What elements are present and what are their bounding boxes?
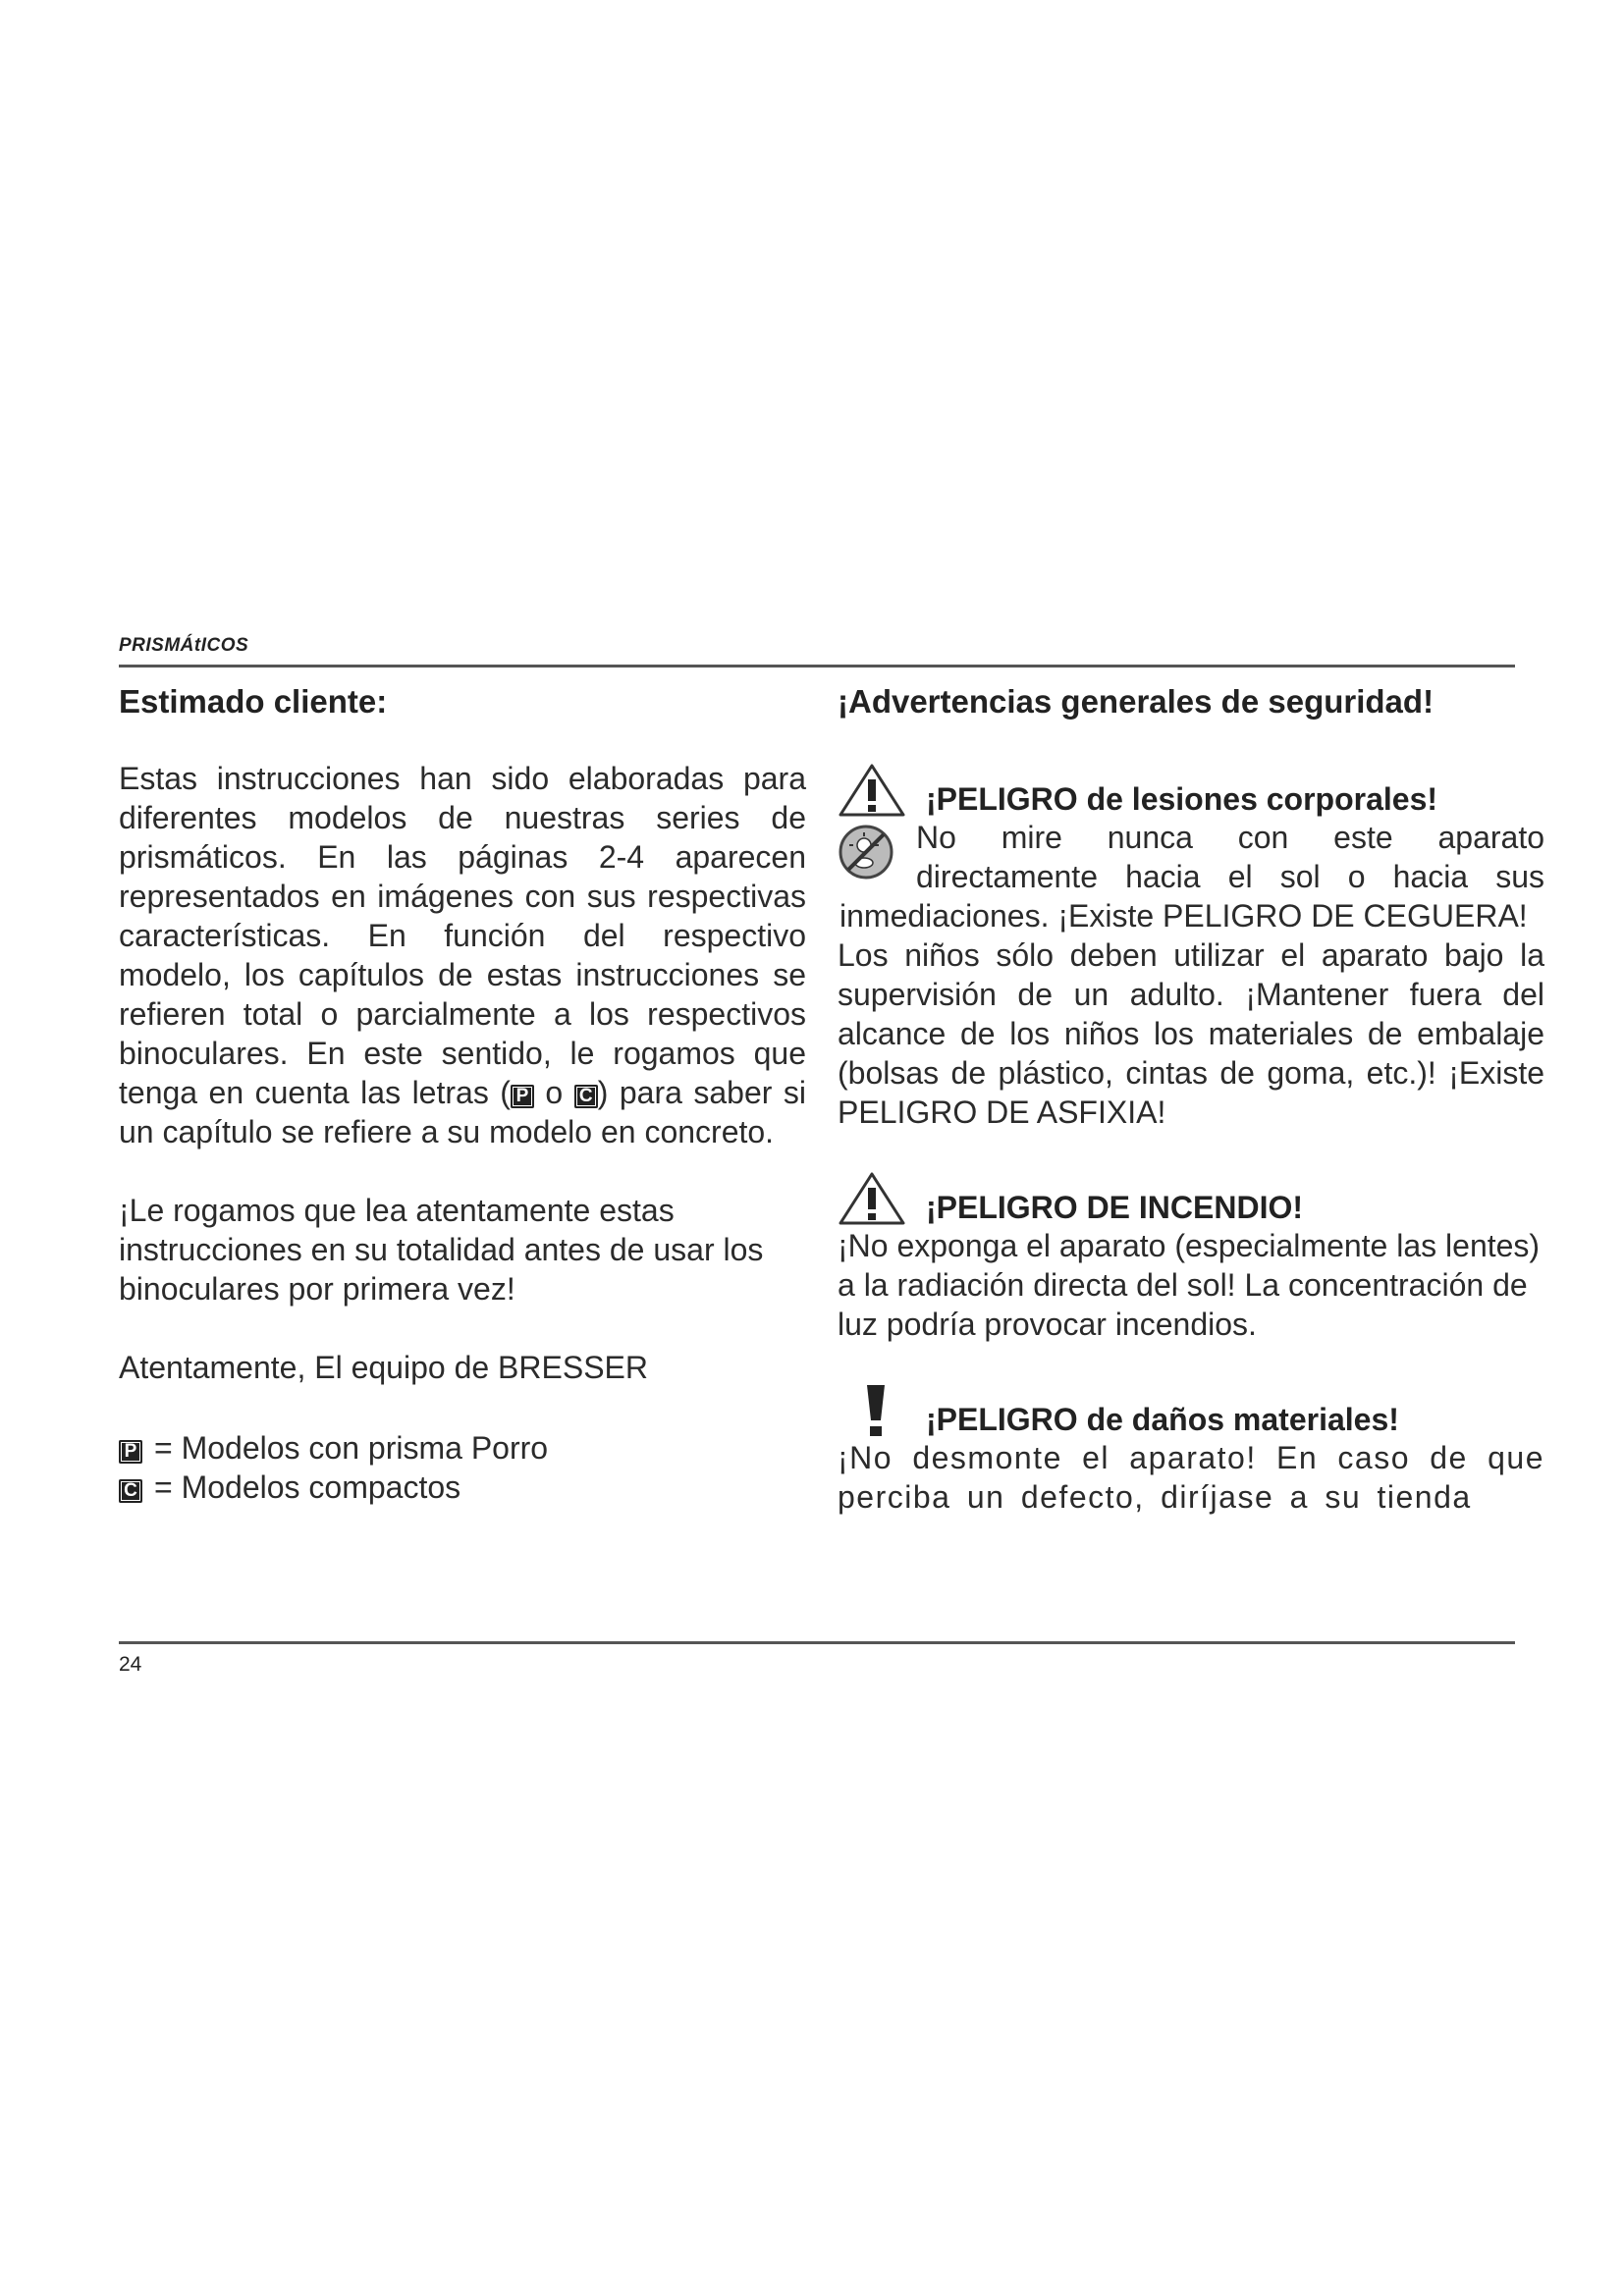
intro-text-end: ) para saber si un capítulo se refiere a su modelo en concreto. [119,1075,807,1149]
warning-triangle-icon [838,763,906,818]
page-number: 24 [119,1653,142,1676]
intro-text-or: o [533,1075,574,1110]
header-rule [119,665,1515,667]
safety-heading: ¡Advertencias generales de seguridad! [838,683,1435,720]
left-column [119,682,806,1509]
greeting-heading: Estimado cliente: [119,683,388,720]
injury-warning [838,763,1544,1132]
legend-text-porro: = Modelos con prisma Porro [154,1430,549,1466]
damage-warning-header [838,1383,1544,1438]
badge-c-icon: C [574,1085,598,1108]
exclamation-icon [849,1383,904,1438]
damage-warning-title: ¡PELIGRO de daños materiales! [926,1402,1399,1437]
legend-text-compact: = Modelos compactos [154,1469,461,1505]
intro-text-start: Estas instrucciones han sido elaboradas para diferentes modelos de nuestras series de prismáticos. En las páginas 2-4 aparecen representados en imágenes con sus respectivas características. En función del respectivo modelo, los capítulos de estas instrucciones se refieren total o parcialmente a los respectivos binoculares. En este sentido, le rogamos que tenga en cuenta las letras ( [119,761,806,1110]
fire-warning-text: ¡No exponga el aparato (especialmente las lentes) a la radiación directa del sol! La concentración de luz podría provocar incendios. [838,1228,1541,1342]
right-column [838,682,1544,1517]
injury-warning-title: ¡PELIGRO de lesiones corporales! [926,781,1438,817]
fire-warning-title: ¡PELIGRO DE INCENDIO! [926,1190,1304,1225]
fire-warning-header [838,1171,1544,1226]
signature: Atentamente, El equipo de BRESSER [119,1350,648,1385]
warning-triangle-icon [838,1171,906,1226]
model-legend [119,1426,806,1509]
badge-p-icon: P [511,1085,534,1108]
damage-warning-text: ¡No desmonte el aparato! En caso de que perciba un defecto, diríjase a su tienda [838,1440,1544,1515]
legend-item-compact [119,1466,806,1509]
read-request-paragraph: ¡Le rogamos que lea atentamente estas instrucciones en su totalidad antes de usar los binoculares por primera vez! [119,1193,764,1307]
sun-warning-text: No mire nunca con este aparato directamente hacia el sol o hacia sus inmediaciones. ¡Existe PELIGRO DE CEGUERA! [839,820,1544,934]
damage-warning [838,1383,1544,1517]
intro-paragraph [119,759,806,1151]
badge-p-icon: P [119,1440,142,1464]
badge-c-icon: C [119,1479,142,1503]
injury-warning-header [838,763,1544,818]
children-warning-text: Los niños sólo deben utilizar el aparato bajo la supervisión de un adulto. ¡Mantener fuera del alcance de los niños los materiales de embalaje (bolsas de plástico, cintas de goma, etc.)! ¡Existe PELIGRO DE ASFIXIA! [838,937,1544,1130]
legend-item-porro [119,1426,806,1469]
fire-warning [838,1171,1544,1344]
footer-rule [119,1641,1515,1644]
running-title: PRISMÁtICOS [119,635,249,656]
no-sun-viewing-icon [838,824,894,881]
